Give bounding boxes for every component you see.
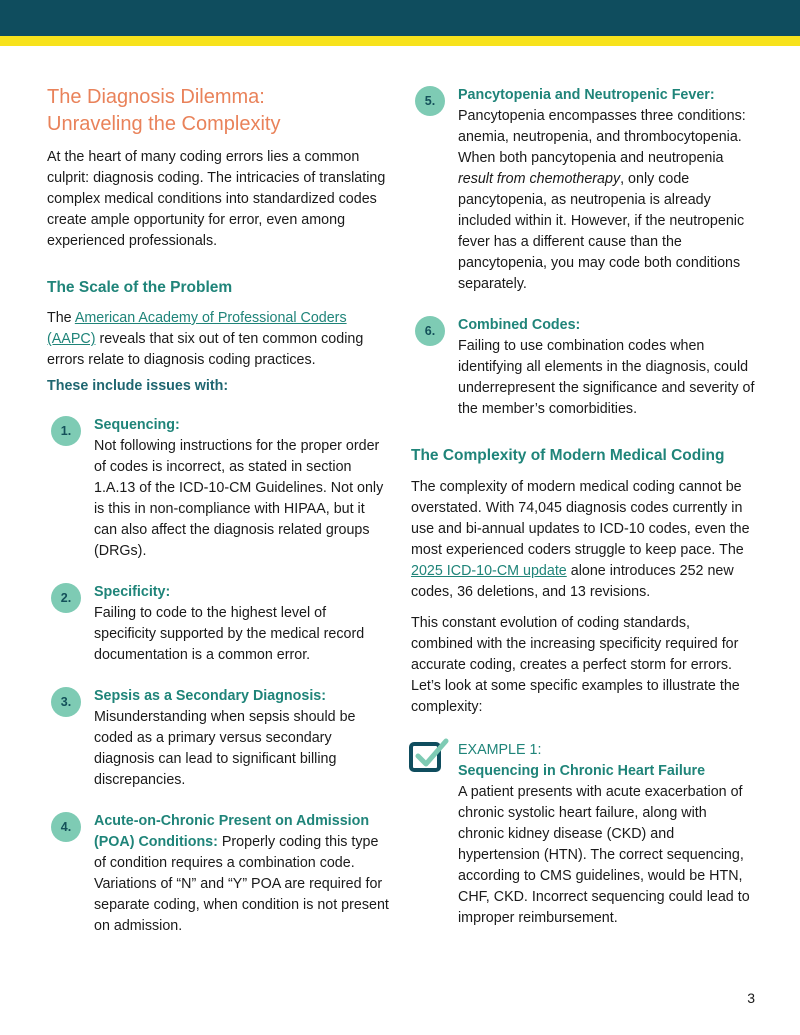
section-title-line2: Unraveling the Complexity — [47, 113, 281, 135]
issue-item-5 — [411, 85, 761, 295]
right-column — [411, 84, 761, 929]
section-title — [47, 84, 395, 138]
issue-body — [94, 811, 389, 937]
complexity-text-after: alone introduces 252 new codes, 36 deletions, and 13 revisions. — [411, 563, 734, 600]
complexity-heading: The Complexity of Modern Medical Coding — [411, 447, 725, 464]
issue-number-badge: 4. — [51, 812, 81, 842]
scale-heading: The Scale of the Problem — [47, 279, 233, 296]
example-title: Sequencing in Chronic Heart Failure — [458, 763, 706, 779]
issue-title: Sepsis as a Secondary Diagnosis: — [94, 688, 327, 704]
example-label: EXAMPLE 1: — [458, 742, 542, 758]
scale-paragraph — [47, 308, 377, 371]
checkbox-icon — [408, 737, 452, 777]
complexity-paragraph-2: This constant evolution of coding standards, combined with the increasing specificity required for accurate coding, creates a perfect storm for errors. Let’s look at some specific examples to illustrate the complexity: — [411, 615, 740, 715]
issue-title: Sequencing: — [94, 417, 180, 433]
issue-item-6 — [411, 315, 761, 420]
issue-item-4 — [47, 811, 395, 937]
complexity-paragraph-1 — [411, 477, 761, 603]
issue-number-badge: 2. — [51, 583, 81, 613]
issue-body — [458, 106, 753, 295]
issue-number-badge: 1. — [51, 416, 81, 446]
issue-item-3 — [47, 686, 395, 791]
issue-body: Failing to use combination codes when identifying all elements in the diagnosis, could underrepresent the significance and severity of the member’s comorbidities. — [458, 338, 755, 417]
issue-item-1 — [47, 415, 395, 562]
issue-body: Misunderstanding when sepsis should be coded as a primary versus secondary diagnosis can lead to significant billing discrepancies. — [94, 709, 356, 788]
issue-title: Specificity: — [94, 584, 171, 600]
issue-body: Failing to code to the highest level of specificity supported by the medical record documentation is a common error. — [94, 605, 365, 663]
icd-update-link[interactable]: 2025 ICD-10-CM update — [411, 563, 567, 579]
example-body: A patient presents with acute exacerbation of chronic systolic heart failure, along with chronic kidney disease (CKD) and hypertension (HTN). The correct sequencing, according to CMS guidelines, would be HTN, CHF, CKD. Incorrect sequencing could lead to improper reimbursement. — [458, 784, 750, 926]
issue-title: Pancytopenia and Neutropenic Fever: — [458, 87, 715, 103]
issue-body: Not following instructions for the proper order of codes is incorrect, as stated in section 1.A.13 of the ICD-10-CM Guidelines. Not only is this in non-compliance with HIPAA, but it can also affect the diagnosis related groups (DRGs). — [94, 438, 384, 559]
intro-paragraph: At the heart of many coding errors lies a common culprit: diagnosis coding. The intricacies of translating complex medical conditions into standardized codes create ample opportunity for error, even among experienced professionals. — [47, 149, 386, 249]
issue-number-badge: 6. — [415, 316, 445, 346]
issue-number-badge: 3. — [51, 687, 81, 717]
issue-body-text: Properly coding this type of condition requires a combination code. Variations of “N” and “Y” POA are required for separate coding, when condition is not present on admission. — [94, 834, 389, 934]
section-title-line1: The Diagnosis Dilemma: — [47, 86, 265, 108]
issue-body-italic: result from chemotherapy — [458, 171, 621, 187]
issues-lead: These include issues with: — [47, 378, 229, 394]
scale-text-before: The — [47, 310, 75, 326]
header-bar — [0, 0, 800, 36]
issue-number-badge: 5. — [415, 86, 445, 116]
header-accent-bar — [0, 36, 800, 46]
issue-body-part2: , only code pancytopenia, as neutropenia is already included within it. However, if the neutropenic fever has a different cause than the pancytopenia, you may code both conditions separately. — [458, 171, 745, 292]
issue-title: Combined Codes: — [458, 317, 581, 333]
issue-body-part1: Pancytopenia encompasses three conditions: anemia, neutropenia, and thrombocytopenia. When both pancytopenia and neutropenia — [458, 108, 746, 166]
page-number: 3 — [747, 990, 755, 1006]
left-column — [47, 84, 395, 937]
example-box — [411, 740, 761, 929]
aapc-link[interactable]: American Academy of Professional Coders (AAPC) — [47, 310, 347, 347]
complexity-text-before: The complexity of modern medical coding cannot be overstated. With 74,045 diagnosis codes currently in use and bi-annual updates to ICD-10 codes, even the most experienced coders struggle to keep pace. The — [411, 479, 750, 558]
scale-text-after: reveals that six out of ten common coding errors relate to diagnosis coding practices. — [47, 331, 364, 368]
issue-item-2 — [47, 582, 395, 666]
issue-title: Acute-on-Chronic Present on Admission (POA) Conditions: — [94, 813, 370, 850]
